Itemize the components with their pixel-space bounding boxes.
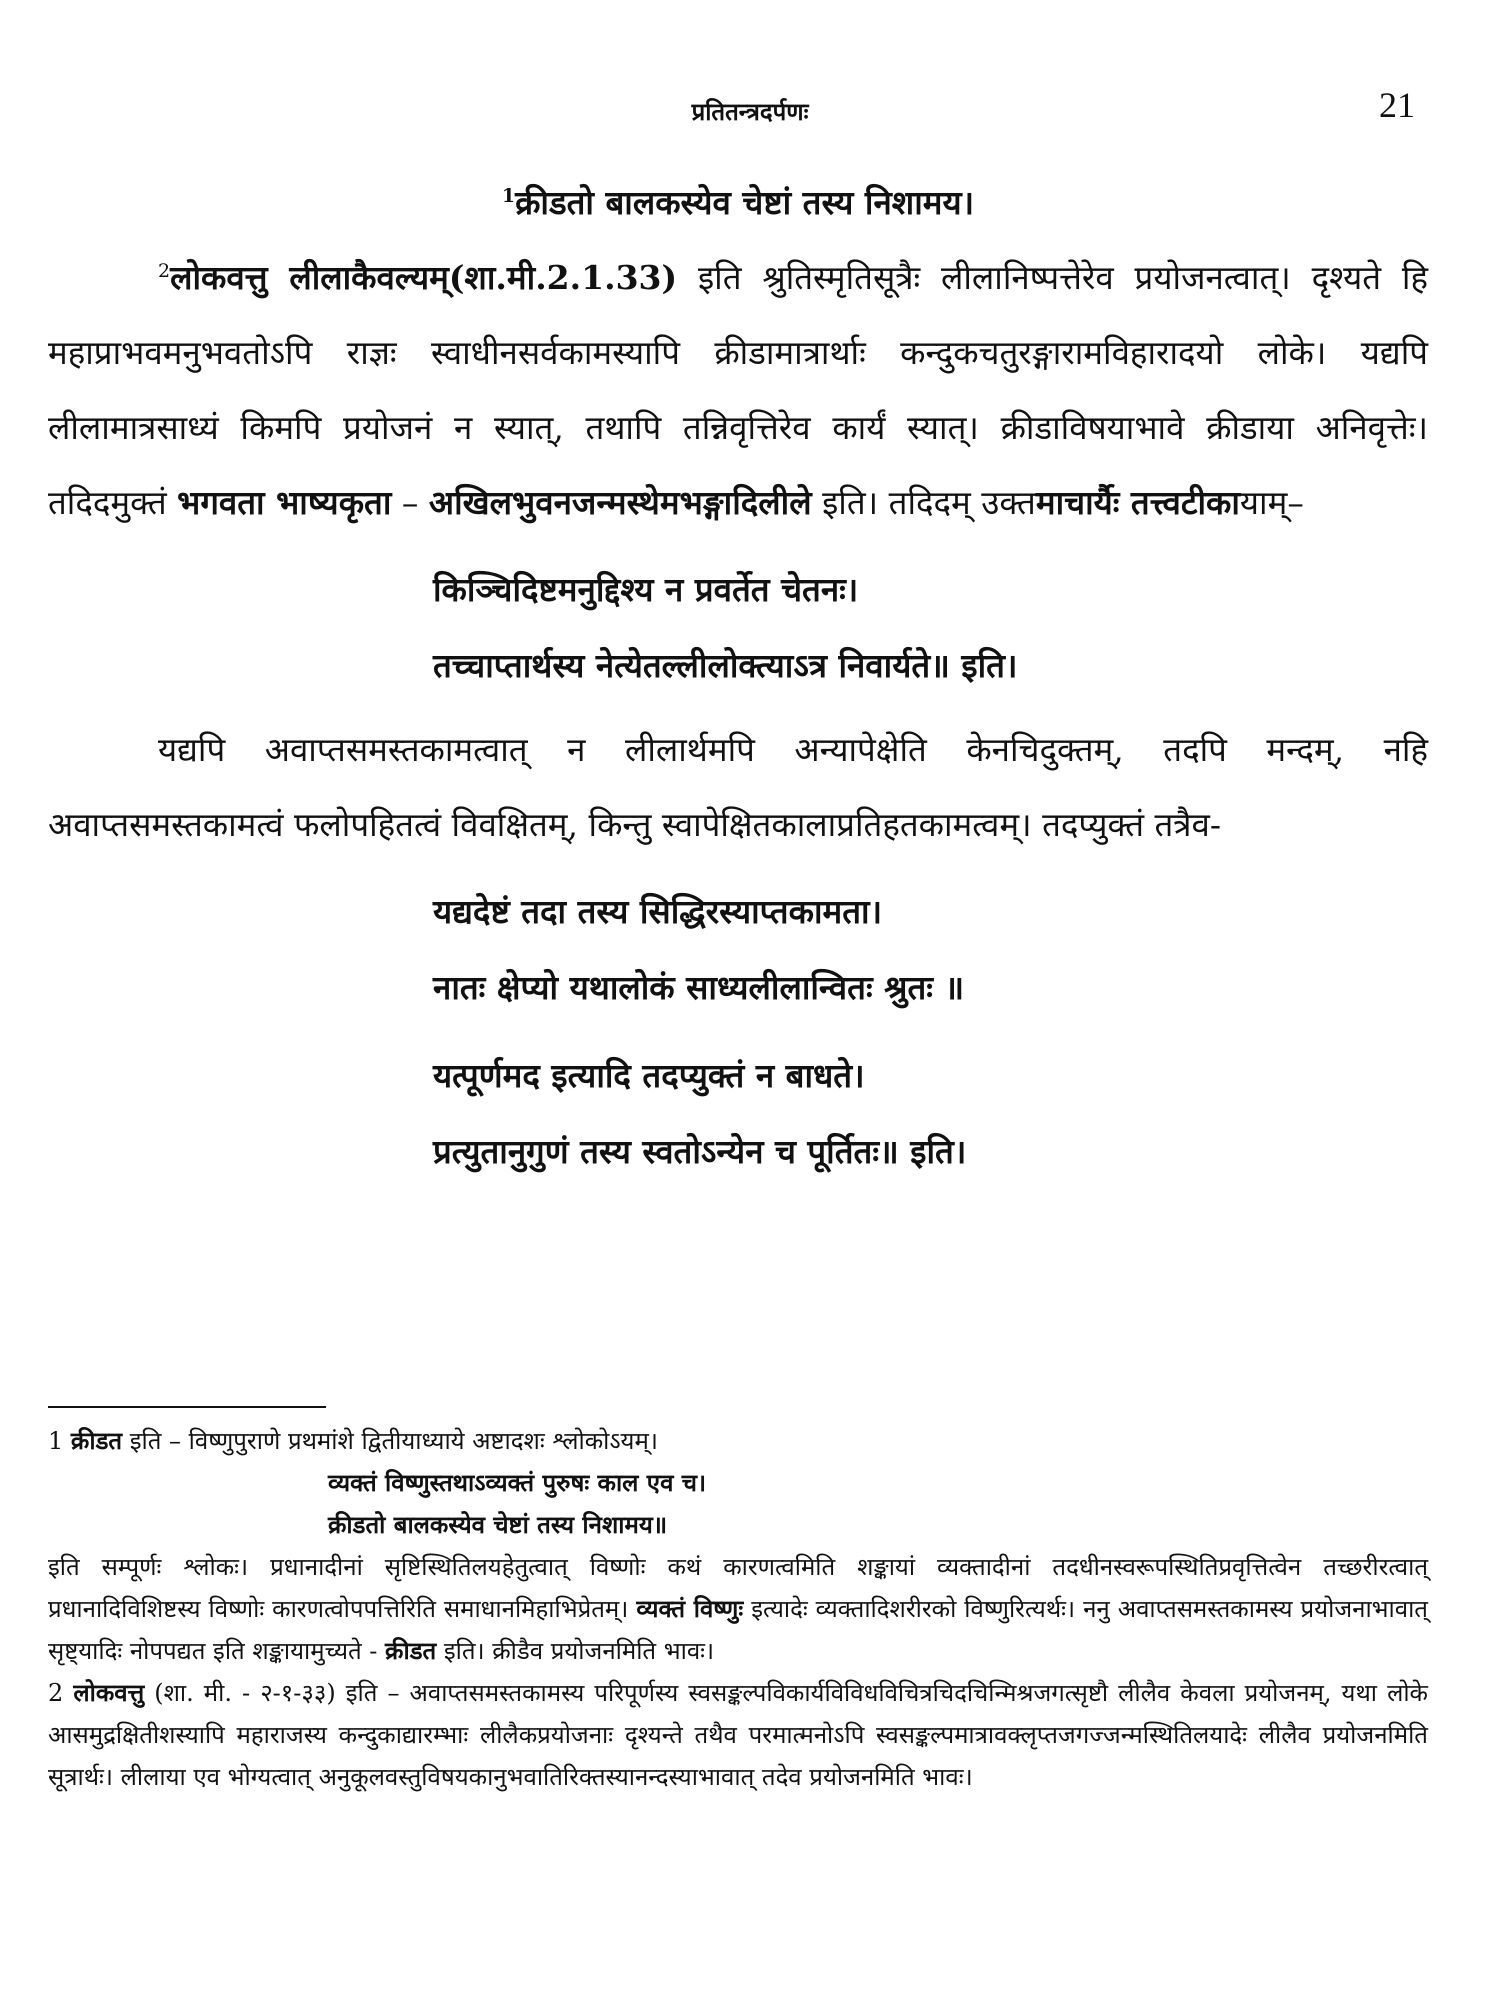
sutra-citation: लोकवत्तु लीलाकैवल्यम्(शा.मी.2.1.33): [170, 258, 678, 297]
footnote-1-explanation: इति सम्पूर्णः श्लोकः। प्रधानादीनां सृष्टिस्थितिलयहेतुत्वात् विष्णोः कथं कारणत्वमिति शङ्कायां व्यक्तादीनां तदधीनस्वरूपस्थितिप्रवृत्तित्वेन तच्छरीरत्वात् प्रधानादिविशिष्टस्य विष्णोः कारणत्वोपपत्तिरिति समाधानमिहाभिप्रेतम्। व्यक्तं विष्णुः इत्यादेः व्यक्तादिशरीरको विष्णुरित्यर्थः। ननु अवाप्तसमस्तकामस्य प्रयोजनाभावात् सृष्ट्यादिः नोपपद्यत इति शङ्कायामुच्यते - क्रीडत इति। क्रीडैव प्रयोजनमिति भावः।: [48, 1553, 1428, 1665]
verse-text: क्रीडतो बालकस्येव चेष्टां तस्य निशामय।: [515, 183, 975, 222]
paragraph: $^2$लोकवत्तु लीलाकैवल्यम्(शा.मी.2.1.33) इति श्रुतिस्मृतिसूत्रैः लीलानिष्पत्तेरेव प्रयोजनत्वात्। दृश्यते हि महाप्राभवमनुभवतोऽपि राज्ञः स्वाधीनसर्वकामस्यापि क्रीडामात्रार्थाः कन्दुकचतुरङ्गारामविहारादयो लोके। यद्यपि लीलामात्रसाध्यं किमपि प्रयोजनं न स्यात्, तथापि तन्निवृत्तिरेव कार्यं स्यात्। क्रीडाविषयाभावे क्रीडाया अनिवृत्तेः। तदिदमुक्तं भगवता भाष्यकृता – अखिलभुवनजन्मस्थेमभङ्गादिलीले इति। तदिदम् उक्तमाचार्यैः तत्त्वटीकायाम्–: [48, 258, 1428, 522]
verse-line: प्रत्युतानुगुणं तस्य स्वतोऽन्येन च पूर्तितः॥ इति।: [433, 1132, 967, 1171]
running-title: प्रतितन्त्रदर्पणः: [691, 97, 809, 126]
verse-line: [48, 165, 1428, 240]
page-number: 21: [1379, 85, 1415, 125]
footnote-verse-line: व्यक्तं विष्णुस्तथाऽव्यक्तं पुरुषः काल एव च।: [328, 1468, 707, 1497]
footnote-marker: 1: [501, 185, 516, 207]
main-text: [48, 165, 1428, 1190]
footnote-verse-line: क्रीडतो बालकस्येव चेष्टां तस्य निशामय॥: [328, 1510, 668, 1539]
footnote-2: 2 लोकवत्तु (शा. मी. - २-१-३३) इति – अवाप्तसमस्तकामस्य परिपूर्णस्य स्वसङ्कल्पविकार्यविविधविचित्रचिदचिन्मिश्रजगत्सृष्टौ लीलैव केवला प्रयोजनम्, यथा लोके आसमुद्रक्षितीशस्यापि महाराजस्य कन्दुकाद्यारम्भाः लीलैकप्रयोजनाः दृश्यन्ते तथैव परमात्मनोऽपि स्वसङ्कल्पमात्रावक्लृप्तजगज्जन्मस्थितिलयादेः लीलैव प्रयोजनमिति सूत्रार्थः। लीलाया एव भोग्यत्वात् अनुकूलवस्तुविषयकानुभवातिरिक्तस्यानन्दस्याभावात् तदेव प्रयोजनमिति भावः।: [48, 1678, 1428, 1791]
footnote-divider: [48, 1406, 326, 1408]
footnotes: [48, 1420, 1428, 1798]
verse-line: यद्यदेष्टं तदा तस्य सिद्धिरस्याप्तकामता।: [433, 892, 883, 931]
footnote-1: 1 क्रीडत इति – विष्णुपुराणे प्रथमांशे द्वितीयाध्याये अष्टादशः श्लोकोऽयम्।: [48, 1426, 658, 1455]
verse-line: किञ्चिदिष्टमनुद्दिश्य न प्रवर्तेत चेतनः।: [433, 570, 859, 609]
verse-line: तच्चाप्तार्थस्य नेत्येतल्लीलोक्त्याऽत्र निवार्यते॥ इति।: [433, 646, 1018, 685]
footnote-marker: 2: [158, 260, 171, 282]
verse-line: नातः क्षेप्यो यथालोकं साध्यलीलान्वितः श्रुतः ॥: [433, 968, 965, 1007]
verse-line: यत्पूर्णमद इत्यादि तदप्युक्तं न बाधते।: [433, 1056, 865, 1095]
paragraph: यद्यपि अवाप्तसमस्तकामत्वात् न लीलार्थमपि अन्यापेक्षेति केनचिदुक्तम्, तदपि मन्दम्, नहि अवाप्तसमस्तकामत्वं फलोपहितत्वं विवक्षितम्, किन्तु स्वापेक्षितकालाप्रतिहतकामत्वम्। तदप्युक्तं तत्रैव-: [48, 730, 1428, 844]
